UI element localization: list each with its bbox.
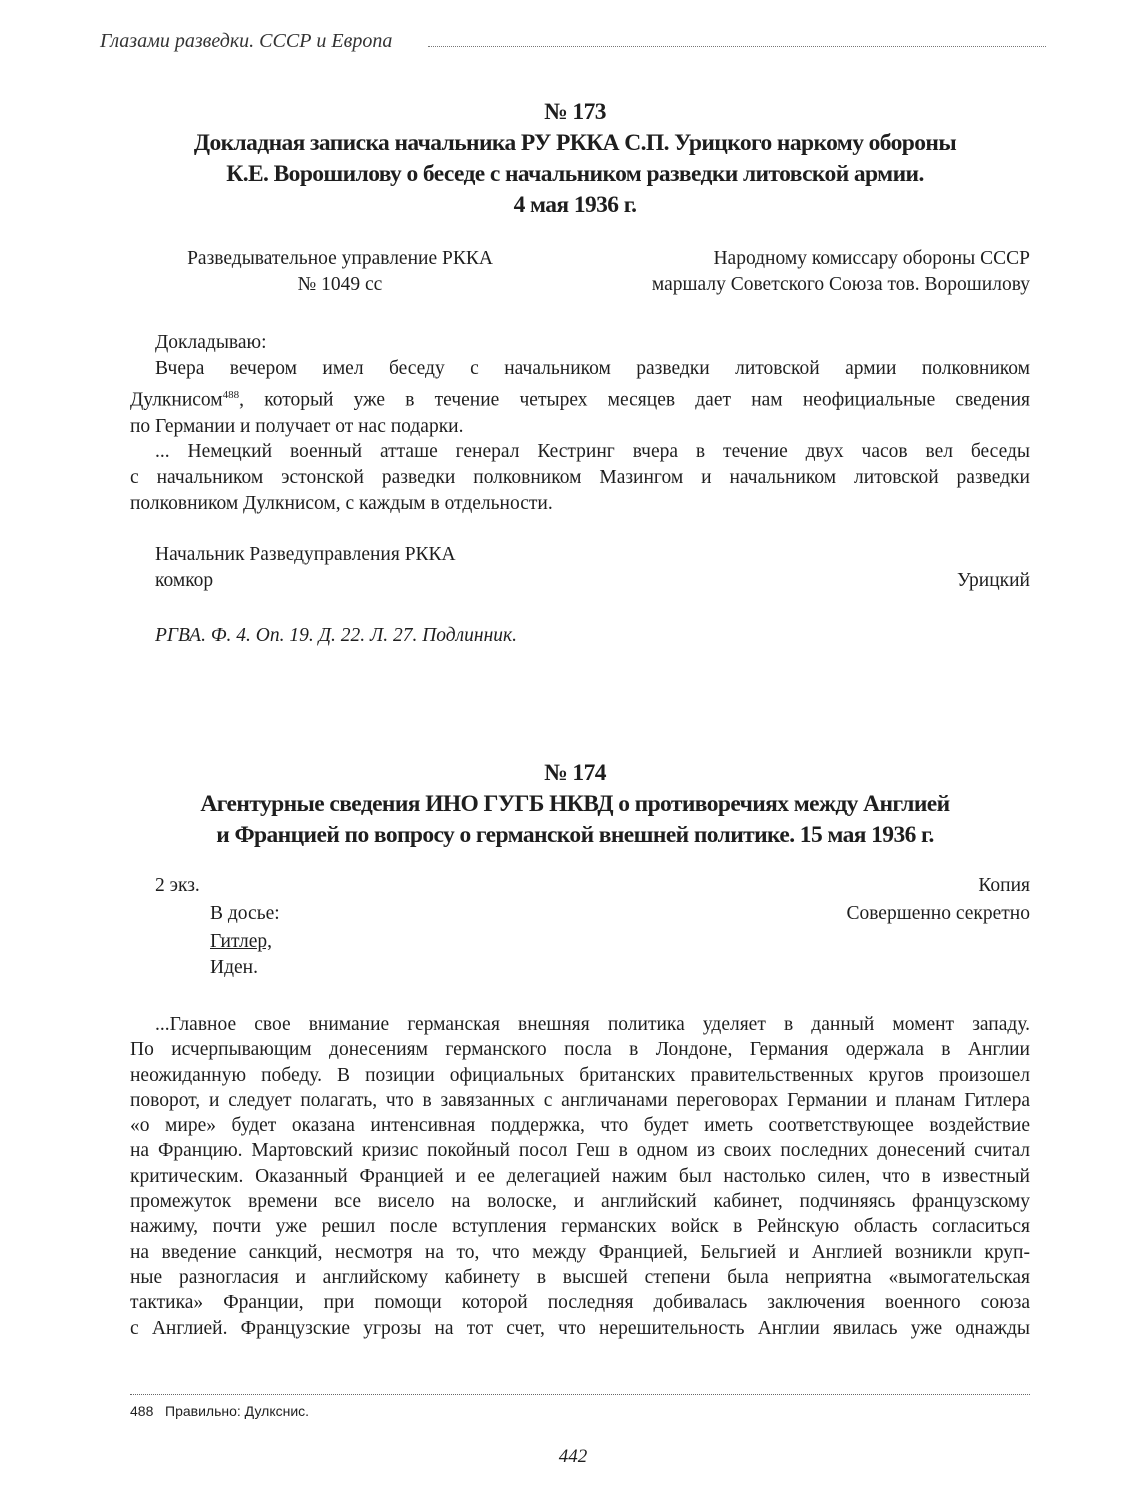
copies-count: 2 экз.: [155, 875, 200, 896]
signature-rank: комкор: [155, 570, 214, 591]
text-line: неожиданную победу. В позиции официальных британских правительственных кругов произошел: [130, 1064, 1030, 1086]
text-line: [130, 382, 1030, 414]
footnote-rule: [130, 1394, 1030, 1395]
name-text: Дулкнисом: [130, 389, 223, 411]
footnote-number: 488: [130, 1403, 154, 1419]
text-line: поворот, и следует полагать, что в завязанных с англичанами переговорах Германии и планам Гитлера: [130, 1089, 1030, 1111]
text-line: промежуток времени все висело на волоске, и английский кабинет, подчиняясь французскому: [130, 1191, 1030, 1213]
sender-org: Разведывательное управление РККА: [187, 248, 493, 269]
copy-mark: Копия: [978, 875, 1030, 896]
recipient-line: маршалу Советского Союза тов. Ворошилову: [651, 274, 1030, 295]
text-line: по Германии и получает от нас подарки.: [130, 415, 464, 437]
sender-ref: № 1049 сс: [297, 274, 383, 295]
footnote-ref[interactable]: 488: [222, 389, 240, 401]
text-line: «о мире» будет оказана интенсивная поддержка, что будет иметь соответствующее воздействие: [130, 1115, 1030, 1137]
doc-number: № 174: [544, 760, 606, 786]
doc174-body: [130, 1012, 1030, 1341]
archive-source: РГВА. Ф. 4. Оп. 19. Д. 22. Л. 27. Подлинник.: [155, 625, 517, 646]
signature-name: Урицкий: [956, 570, 1030, 591]
doc-number: № 173: [544, 99, 606, 125]
text-line: Вчера вечером имел беседу с начальником разведки литовской армии полковником: [155, 358, 1030, 379]
text-line: ...Главное свое внимание германская внешняя политика уделяет в данный момент западу.: [155, 1014, 1030, 1035]
doc-date: 4 мая 1936 г.: [513, 192, 637, 218]
doc-title-line: К.Е. Ворошилову о беседе с начальником разведки литовской армии.: [226, 161, 924, 187]
text-line: полковником Дулкнисом, с каждым в отдельности.: [130, 493, 553, 514]
salutation: Докладываю:: [155, 332, 267, 353]
header-rule: [428, 46, 1046, 47]
doc173-paragraph-2: [130, 439, 1030, 517]
footnote-text: Правильно: Дулкснис.: [165, 1403, 310, 1419]
sender-block: [155, 246, 525, 298]
doc173-paragraph-1: [130, 356, 1030, 440]
signature-position: Начальник Разведуправления РККА: [155, 544, 456, 565]
text-line: ... Немецкий военный атташе генерал Кестринг вчера в течение двух часов вел беседы: [155, 441, 1030, 462]
doc174-heading: [100, 758, 1050, 851]
text-line: тактика» Франции, при помощи которой последняя добивалась заключения военного союза: [130, 1292, 1030, 1314]
text-line: нажиму, почти уже решил после вступления германских войск в Рейнскую область согласиться: [130, 1216, 1030, 1238]
text-fragment: , который уже в течение четырех месяцев дает нам неофициальные сведения: [239, 389, 1030, 411]
text-line: ные разногласия и английскому кабинету в высшей степени была неприятна «вымогательская: [130, 1266, 1030, 1288]
running-header: Глазами разведки. СССР и Европа: [100, 30, 393, 52]
dossier-entry: Иден.: [210, 957, 258, 978]
classification: Совершенно секретно: [846, 903, 1030, 924]
page-number: 442: [558, 1446, 588, 1467]
footnote: [130, 1403, 309, 1419]
text-line: с начальником эстонской разведки полковником Мазингом и начальником литовской разведки: [130, 467, 1030, 488]
doc173-heading: [100, 97, 1050, 221]
text-line: критическим. Оказанный Францией и ее делегацией нажим был настолько силен, что в известный: [130, 1165, 1030, 1187]
text-line: с Англией. Французские угрозы на тот счет, что нерешительность Англии явилась уже однажды: [130, 1317, 1030, 1339]
doc-title-line: и Францией по вопросу о германской внешней политике. 15 мая 1936 г.: [216, 822, 934, 848]
text-line: на Францию. Мартовский кризис покойный посол Геш в одном из своих последних донесений считал: [130, 1140, 1030, 1162]
doc-title-line: Агентурные сведения ИНО ГУГБ НКВД о противоречиях между Англией: [200, 791, 950, 817]
dossier-entry: Гитлер,: [210, 931, 273, 952]
doc-title-line: Докладная записка начальника РУ РККА С.П. Урицкого наркому обороны: [193, 130, 957, 156]
text-line: на введение санкций, несмотря на то, что между Францией, Бельгией и Англией возникли круп-: [130, 1241, 1030, 1263]
dossier-label: В досье:: [210, 903, 280, 924]
recipient-line: Народному комиссару обороны СССР: [713, 248, 1030, 269]
recipient-block: [580, 246, 1030, 298]
text-line: По исчерпывающим донесениям германского посла в Лондоне, Германия одержала в Англии: [130, 1039, 1030, 1061]
